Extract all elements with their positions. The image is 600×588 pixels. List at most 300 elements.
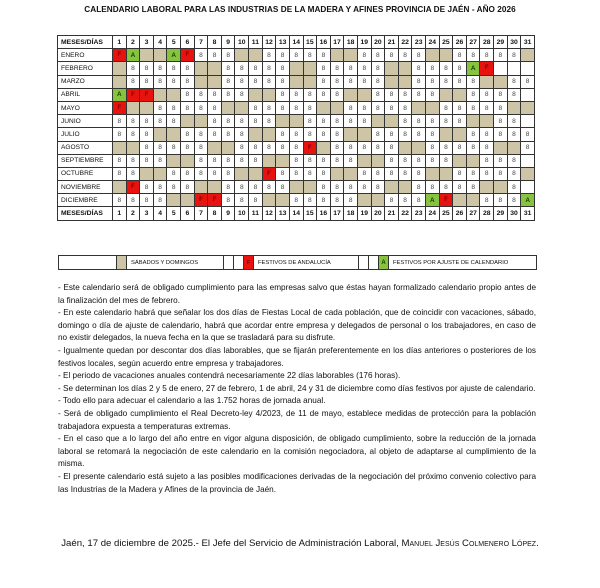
workday-cell: 8 xyxy=(426,62,440,75)
workday-cell: 8 xyxy=(371,88,385,101)
workday-cell: 8 xyxy=(330,194,344,207)
workday-cell: 8 xyxy=(398,101,412,114)
weekend-cell xyxy=(357,194,371,207)
workday-cell: 8 xyxy=(221,75,235,88)
weekend-cell xyxy=(167,128,181,141)
day-header: 31 xyxy=(521,36,535,49)
workday-cell: 8 xyxy=(140,115,154,128)
month-name: JULIO xyxy=(58,128,113,141)
festivo-cell: F xyxy=(113,49,127,62)
workday-cell: 8 xyxy=(521,128,535,141)
workday-cell: 8 xyxy=(262,141,276,154)
workday-cell: 8 xyxy=(303,49,317,62)
workday-cell: 8 xyxy=(385,167,399,180)
workday-cell: 8 xyxy=(330,128,344,141)
month-name: MAYO xyxy=(58,101,113,114)
workday-cell: 8 xyxy=(330,181,344,194)
workday-cell: 8 xyxy=(426,128,440,141)
weekend-cell xyxy=(507,101,521,114)
weekend-cell xyxy=(521,101,535,114)
empty-cell xyxy=(494,62,508,75)
workday-cell: 8 xyxy=(235,128,249,141)
weekend-cell xyxy=(507,141,521,154)
month-row xyxy=(58,167,535,180)
weekend-cell xyxy=(208,181,222,194)
festivo-cell: F xyxy=(439,194,453,207)
workday-cell: 8 xyxy=(221,167,235,180)
legend-weekend-label: SÁBADOS Y DOMINGOS xyxy=(127,256,224,269)
workday-cell: 8 xyxy=(357,62,371,75)
day-header: 21 xyxy=(385,207,399,220)
workday-cell: 8 xyxy=(357,75,371,88)
workday-cell: 8 xyxy=(494,194,508,207)
workday-cell: 8 xyxy=(194,49,208,62)
day-header: 7 xyxy=(194,36,208,49)
legend-weekend-swatch xyxy=(117,256,127,269)
weekend-cell xyxy=(521,49,535,62)
workday-cell: 8 xyxy=(289,141,303,154)
day-header: 2 xyxy=(126,207,140,220)
month-name: FEBRERO xyxy=(58,62,113,75)
workday-cell: 8 xyxy=(167,141,181,154)
workday-cell: 8 xyxy=(140,154,154,167)
weekend-cell xyxy=(167,154,181,167)
legend-blank xyxy=(59,256,117,269)
workday-cell: 8 xyxy=(249,154,263,167)
signatory-name: Manuel Jesús Colmenero López. xyxy=(401,538,539,549)
month-name: ABRIL xyxy=(58,88,113,101)
workday-cell: 8 xyxy=(153,141,167,154)
workday-cell: 8 xyxy=(289,128,303,141)
workday-cell: 8 xyxy=(344,194,358,207)
workday-cell: 8 xyxy=(276,75,290,88)
workday-cell: 8 xyxy=(317,128,331,141)
workday-cell: 8 xyxy=(289,88,303,101)
empty-cell xyxy=(521,181,535,194)
workday-cell: 8 xyxy=(276,101,290,114)
day-header: 12 xyxy=(262,207,276,220)
workday-cell: 8 xyxy=(167,181,181,194)
workday-cell: 8 xyxy=(167,115,181,128)
day-header: 14 xyxy=(289,207,303,220)
workday-cell: 8 xyxy=(466,88,480,101)
workday-cell: 8 xyxy=(276,62,290,75)
workday-cell: 8 xyxy=(507,154,521,167)
workday-cell: 8 xyxy=(249,75,263,88)
workday-cell: 8 xyxy=(371,101,385,114)
workday-cell: 8 xyxy=(466,101,480,114)
workday-cell: 8 xyxy=(412,62,426,75)
empty-cell xyxy=(521,115,535,128)
month-row xyxy=(58,62,535,75)
workday-cell: 8 xyxy=(276,128,290,141)
day-header: 18 xyxy=(344,207,358,220)
weekend-cell xyxy=(494,141,508,154)
weekend-cell xyxy=(249,167,263,180)
weekend-cell xyxy=(194,115,208,128)
workday-cell: 8 xyxy=(494,167,508,180)
day-header: 6 xyxy=(181,207,195,220)
weekend-cell xyxy=(371,194,385,207)
weekend-cell xyxy=(289,181,303,194)
workday-cell: 8 xyxy=(507,167,521,180)
day-header: 10 xyxy=(235,36,249,49)
workday-cell: 8 xyxy=(453,167,467,180)
weekend-cell xyxy=(480,181,494,194)
workday-cell: 8 xyxy=(167,62,181,75)
workday-cell: 8 xyxy=(412,115,426,128)
weekend-cell xyxy=(385,62,399,75)
weekend-cell xyxy=(235,167,249,180)
note-paragraph: - En este calendario habrá que señalar los dos días de Fiestas Local de cada población, que de coincidir con vacaciones, sábado, domingo o día de ajuste de calendario, habrá que acordar entre empresa y delegados de personal o los trabajadores, en caso de no existir delegados, la nueva fecha en la que se trasladará para su disfrute. xyxy=(58,308,536,343)
ajuste-cell: A xyxy=(126,49,140,62)
workday-cell: 8 xyxy=(344,62,358,75)
workday-cell: 8 xyxy=(303,154,317,167)
workday-cell: 8 xyxy=(126,75,140,88)
weekend-cell xyxy=(113,141,127,154)
workday-cell: 8 xyxy=(235,75,249,88)
workday-cell: 8 xyxy=(249,62,263,75)
workday-cell: 8 xyxy=(235,88,249,101)
workday-cell: 8 xyxy=(398,154,412,167)
workday-cell: 8 xyxy=(208,128,222,141)
workday-cell: 8 xyxy=(385,128,399,141)
workday-cell: 8 xyxy=(221,154,235,167)
day-header: 27 xyxy=(466,207,480,220)
weekend-cell xyxy=(140,49,154,62)
weekend-cell xyxy=(249,88,263,101)
workday-cell: 8 xyxy=(507,181,521,194)
workday-cell: 8 xyxy=(494,49,508,62)
workday-cell: 8 xyxy=(194,154,208,167)
workday-cell: 8 xyxy=(126,115,140,128)
day-header: 7 xyxy=(194,207,208,220)
legend-spacer xyxy=(359,256,369,269)
workday-cell: 8 xyxy=(330,154,344,167)
day-header: 13 xyxy=(276,36,290,49)
weekend-cell xyxy=(357,88,371,101)
workday-cell: 8 xyxy=(480,141,494,154)
workday-cell: 8 xyxy=(439,101,453,114)
workday-cell: 8 xyxy=(344,141,358,154)
day-header: 22 xyxy=(398,36,412,49)
workday-cell: 8 xyxy=(208,49,222,62)
workday-cell: 8 xyxy=(480,49,494,62)
header-row xyxy=(58,36,535,49)
note-paragraph: - Todo ello para adecuar el calendario a las 1.752 horas de jornada anual. xyxy=(58,396,326,406)
weekend-cell xyxy=(344,88,358,101)
workday-cell: 8 xyxy=(426,181,440,194)
day-header: 1 xyxy=(113,36,127,49)
workday-cell: 8 xyxy=(208,88,222,101)
signature xyxy=(8,537,592,551)
weekend-cell xyxy=(453,154,467,167)
workday-cell: 8 xyxy=(357,181,371,194)
workday-cell: 8 xyxy=(140,181,154,194)
empty-cell xyxy=(521,154,535,167)
workday-cell: 8 xyxy=(276,181,290,194)
workday-cell: 8 xyxy=(181,62,195,75)
workday-cell: 8 xyxy=(344,181,358,194)
day-header: 19 xyxy=(357,207,371,220)
workday-cell: 8 xyxy=(317,181,331,194)
weekend-cell xyxy=(480,75,494,88)
workday-cell: 8 xyxy=(194,128,208,141)
ajuste-cell: A xyxy=(113,88,127,101)
workday-cell: 8 xyxy=(221,128,235,141)
workday-cell: 8 xyxy=(494,115,508,128)
workday-cell: 8 xyxy=(494,101,508,114)
workday-cell: 8 xyxy=(330,141,344,154)
workday-cell: 8 xyxy=(181,141,195,154)
workday-cell: 8 xyxy=(453,101,467,114)
workday-cell: 8 xyxy=(317,115,331,128)
weekend-cell xyxy=(344,167,358,180)
festivo-cell: F xyxy=(480,62,494,75)
weekend-cell xyxy=(303,75,317,88)
legend-spacer xyxy=(234,256,244,269)
workday-cell: 8 xyxy=(439,75,453,88)
weekend-cell xyxy=(398,62,412,75)
day-header: 2 xyxy=(126,36,140,49)
festivo-cell: F xyxy=(303,141,317,154)
workday-cell: 8 xyxy=(398,167,412,180)
workday-cell: 8 xyxy=(466,141,480,154)
legend-spacer xyxy=(369,256,379,269)
weekend-cell xyxy=(249,49,263,62)
month-row xyxy=(58,141,535,154)
day-header: 30 xyxy=(507,36,521,49)
page-title: CALENDARIO LABORAL PARA LAS INDUSTRIAS DE LA MADERA Y AFINES PROVINCIA DE JAÉN - AÑO 2026 xyxy=(84,5,516,14)
workday-cell: 8 xyxy=(453,75,467,88)
festivo-cell: F xyxy=(140,88,154,101)
weekend-cell xyxy=(262,154,276,167)
workday-cell: 8 xyxy=(439,115,453,128)
workday-cell: 8 xyxy=(153,154,167,167)
workday-cell: 8 xyxy=(208,167,222,180)
workday-cell: 8 xyxy=(453,49,467,62)
month-row xyxy=(58,194,535,207)
workday-cell: 8 xyxy=(385,49,399,62)
day-header: 8 xyxy=(208,207,222,220)
workday-cell: 8 xyxy=(262,181,276,194)
workday-cell: 8 xyxy=(153,75,167,88)
month-row xyxy=(58,75,535,88)
workday-cell: 8 xyxy=(371,62,385,75)
workday-cell: 8 xyxy=(344,115,358,128)
workday-cell: 8 xyxy=(249,181,263,194)
note-paragraph: - Este calendario será de obligado cumplimiento para las empresas salvo que éstas hayan formalizado calendario propio antes de la finalización del mes de febrero. xyxy=(58,283,536,305)
workday-cell: 8 xyxy=(208,101,222,114)
weekend-cell xyxy=(344,128,358,141)
legend-ajuste-swatch: A xyxy=(379,256,389,269)
month-row xyxy=(58,115,535,128)
weekend-cell xyxy=(426,167,440,180)
day-header: 25 xyxy=(439,207,453,220)
workday-cell: 8 xyxy=(235,194,249,207)
weekend-cell xyxy=(208,75,222,88)
weekend-cell xyxy=(262,128,276,141)
workday-cell: 8 xyxy=(194,88,208,101)
workday-cell: 8 xyxy=(221,62,235,75)
weekend-cell xyxy=(153,49,167,62)
weekend-cell xyxy=(249,128,263,141)
workday-cell: 8 xyxy=(181,75,195,88)
day-header: 19 xyxy=(357,36,371,49)
weekend-cell xyxy=(439,88,453,101)
festivo-cell: F xyxy=(262,167,276,180)
signature-text: Jaén, 17 de diciembre de 2025.- El Jefe del Servicio de Administración Laboral, xyxy=(61,538,402,549)
workday-cell: 8 xyxy=(466,128,480,141)
workday-cell: 8 xyxy=(412,128,426,141)
weekend-cell xyxy=(126,101,140,114)
workday-cell: 8 xyxy=(412,181,426,194)
workday-cell: 8 xyxy=(153,101,167,114)
workday-cell: 8 xyxy=(466,49,480,62)
weekend-cell xyxy=(330,167,344,180)
workday-cell: 8 xyxy=(385,141,399,154)
weekend-cell xyxy=(140,167,154,180)
day-header: 29 xyxy=(494,207,508,220)
weekend-cell xyxy=(153,88,167,101)
workday-cell: 8 xyxy=(235,141,249,154)
day-header: 23 xyxy=(412,36,426,49)
day-header: 26 xyxy=(453,36,467,49)
workday-cell: 8 xyxy=(412,194,426,207)
weekend-cell xyxy=(412,101,426,114)
workday-cell: 8 xyxy=(330,115,344,128)
weekend-cell xyxy=(357,128,371,141)
day-header: 20 xyxy=(371,207,385,220)
workday-cell: 8 xyxy=(262,75,276,88)
month-name: MARZO xyxy=(58,75,113,88)
day-header: 29 xyxy=(494,36,508,49)
empty-cell xyxy=(521,62,535,75)
workday-cell: 8 xyxy=(153,181,167,194)
weekend-cell xyxy=(357,154,371,167)
workday-cell: 8 xyxy=(113,154,127,167)
day-header: 15 xyxy=(303,36,317,49)
day-header: 5 xyxy=(167,207,181,220)
workday-cell: 8 xyxy=(303,88,317,101)
workday-cell: 8 xyxy=(385,88,399,101)
workday-cell: 8 xyxy=(371,141,385,154)
workday-cell: 8 xyxy=(507,88,521,101)
weekend-cell xyxy=(140,101,154,114)
weekend-cell xyxy=(385,75,399,88)
weekend-cell xyxy=(303,181,317,194)
workday-cell: 8 xyxy=(249,101,263,114)
month-name: SEPTIEMBRE xyxy=(58,154,113,167)
header-label: MESES/DÍAS xyxy=(58,36,113,49)
ajuste-cell: A xyxy=(167,49,181,62)
weekend-cell xyxy=(194,181,208,194)
weekend-cell xyxy=(317,141,331,154)
workday-cell: 8 xyxy=(289,194,303,207)
workday-cell: 8 xyxy=(181,88,195,101)
month-name: ENERO xyxy=(58,49,113,62)
workday-cell: 8 xyxy=(371,49,385,62)
note-paragraph: - El periodo de vacaciones anuales contendrá necesariamente 22 días laborables (176 horas). xyxy=(58,371,401,381)
weekend-cell xyxy=(371,154,385,167)
workday-cell: 8 xyxy=(426,88,440,101)
ajuste-cell: A xyxy=(521,194,535,207)
weekend-cell xyxy=(330,49,344,62)
month-name: OCTUBRE xyxy=(58,167,113,180)
workday-cell: 8 xyxy=(262,62,276,75)
workday-cell: 8 xyxy=(181,181,195,194)
workday-cell: 8 xyxy=(357,141,371,154)
day-header: 16 xyxy=(317,36,331,49)
day-header: 27 xyxy=(466,36,480,49)
workday-cell: 8 xyxy=(140,75,154,88)
festivo-cell: F xyxy=(126,181,140,194)
day-header: 6 xyxy=(181,36,195,49)
workday-cell: 8 xyxy=(494,128,508,141)
workday-cell: 8 xyxy=(480,154,494,167)
workday-cell: 8 xyxy=(235,115,249,128)
weekend-cell xyxy=(262,194,276,207)
weekend-cell xyxy=(344,49,358,62)
workday-cell: 8 xyxy=(426,115,440,128)
weekend-cell xyxy=(289,75,303,88)
workday-cell: 8 xyxy=(113,167,127,180)
workday-cell: 8 xyxy=(494,88,508,101)
day-header: 1 xyxy=(113,207,127,220)
workday-cell: 8 xyxy=(521,141,535,154)
workday-cell: 8 xyxy=(153,194,167,207)
day-header: 4 xyxy=(153,36,167,49)
workday-cell: 8 xyxy=(221,181,235,194)
workday-cell: 8 xyxy=(221,88,235,101)
calendar-table xyxy=(57,35,535,221)
workday-cell: 8 xyxy=(507,75,521,88)
workday-cell: 8 xyxy=(262,101,276,114)
workday-cell: 8 xyxy=(412,88,426,101)
workday-cell: 8 xyxy=(507,128,521,141)
weekend-cell xyxy=(453,194,467,207)
workday-cell: 8 xyxy=(235,154,249,167)
workday-cell: 8 xyxy=(466,75,480,88)
weekend-cell xyxy=(126,141,140,154)
workday-cell: 8 xyxy=(208,115,222,128)
weekend-cell xyxy=(276,115,290,128)
month-row xyxy=(58,49,535,62)
weekend-cell xyxy=(235,101,249,114)
workday-cell: 8 xyxy=(357,49,371,62)
day-header: 22 xyxy=(398,207,412,220)
workday-cell: 8 xyxy=(317,154,331,167)
workday-cell: 8 xyxy=(344,154,358,167)
workday-cell: 8 xyxy=(398,88,412,101)
month-name: NOVIEMBRE xyxy=(58,181,113,194)
weekend-cell xyxy=(289,115,303,128)
festivo-cell: F xyxy=(113,101,127,114)
weekend-cell xyxy=(208,141,222,154)
day-header: 31 xyxy=(521,207,535,220)
day-header: 28 xyxy=(480,36,494,49)
workday-cell: 8 xyxy=(439,62,453,75)
workday-cell: 8 xyxy=(303,115,317,128)
day-header: 26 xyxy=(453,207,467,220)
workday-cell: 8 xyxy=(181,128,195,141)
workday-cell: 8 xyxy=(330,62,344,75)
legend-spacer xyxy=(224,256,234,269)
day-header: 18 xyxy=(344,36,358,49)
day-header: 28 xyxy=(480,207,494,220)
legend-festivo-label: FESTIVOS DE ANDALUCÍA xyxy=(254,256,359,269)
day-header: 23 xyxy=(412,207,426,220)
